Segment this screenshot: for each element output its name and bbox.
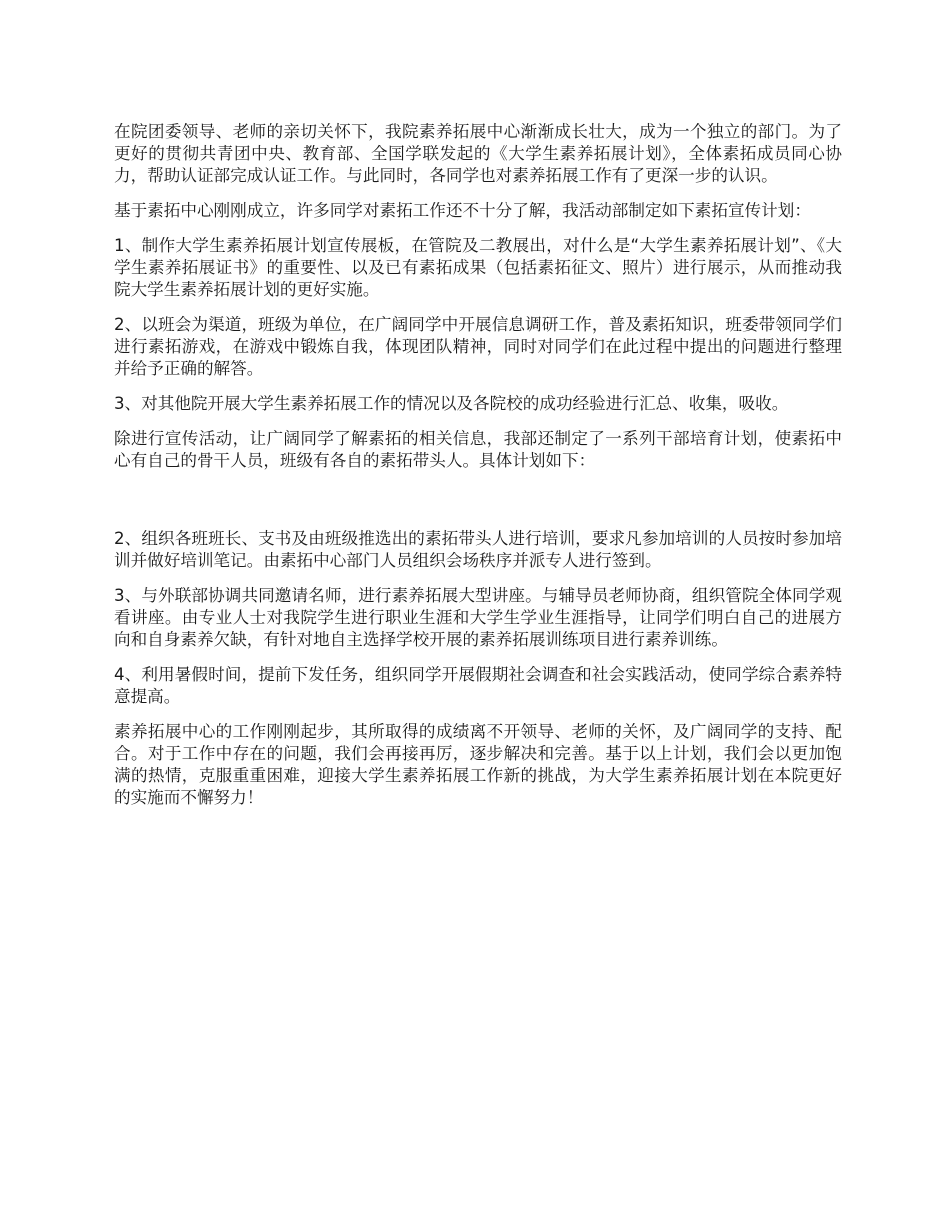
blank-gap	[114, 485, 842, 528]
paragraph-item-2: 2、以班会为渠道，班级为单位，在广阔同学中开展信息调研工作，普及素拓知识，班委带领同学们进行素拓游戏，在游戏中锻炼自我，体现团队精神，同时对同学们在此过程中提出的问题进行整理并给予正确的解答。	[114, 315, 842, 378]
paragraph-publicity-plan: 基于素拓中心刚刚成立，许多同学对素拓工作还不十分了解，我活动部制定如下素拓宣传计划：	[114, 201, 811, 220]
paragraph-conclusion: 素养拓展中心的工作刚刚起步，其所取得的成绩离不开领导、老师的关怀，及广阔同学的支持、配合。对于工作中存在的问题，我们会再接再厉，逐步解决和完善。基于以上计划，我们会以更加饱满的热情，克服重重困难，迎接大学生素养拓展工作新的挑战，为大学生素养拓展计划在本院更好的实施而不懈努力！	[114, 722, 842, 807]
paragraph-intro: 在院团委领导、老师的亲切关怀下，我院素养拓展中心渐渐成长壮大，成为一个独立的部门。为了更好的贯彻共青团中央、教育部、全国学联发起的《大学生素养拓展计划》，全体素拓成员同心协力，帮助认证部完成认证工作。与此同时，各同学也对素养拓展工作有了更深一步的认识。	[114, 122, 842, 185]
paragraph-training-plan: 除进行宣传活动，让广阔同学了解素拓的相关信息，我部还制定了一系列干部培育计划，使素拓中心有自己的骨干人员，班级有各自的素拓带头人。具体计划如下：	[114, 429, 842, 470]
paragraph-item-1: 1、制作大学生素养拓展计划宣传展板，在管院及二教展出，对什么是“大学生素养拓展计划”、《大学生素养拓展证书》的重要性、以及已有素拓成果（包括素拓征文、照片）进行展示，从而推动我院大学生素养拓展计划的更好实施。	[114, 236, 842, 299]
document-body	[114, 121, 842, 822]
paragraph-training-item-2: 2、组织各班班长、支书及由班级推选出的素拓带头人进行培训，要求凡参加培训的人员按时参加培训并做好培训笔记。由素拓中心部门人员组织会场秩序并派专人进行签到。	[114, 529, 842, 570]
paragraph-training-item-4: 4、利用暑假时间，提前下发任务，组织同学开展假期社会调查和社会实践活动，使同学综合素养特意提高。	[114, 665, 842, 706]
paragraph-item-3: 3、对其他院开展大学生素养拓展工作的情况以及各院校的成功经验进行汇总、收集，吸收。	[114, 394, 789, 413]
paragraph-training-item-3: 3、与外联部协调共同邀请名师，进行素养拓展大型讲座。与辅导员老师协商，组织管院全体同学观看讲座。由专业人士对我院学生进行职业生涯和大学生学业生涯指导，让同学们明白自己的进展方向和自身素养欠缺，有针对地自主选择学校开展的素养拓展训练项目进行素养训练。	[114, 586, 842, 649]
